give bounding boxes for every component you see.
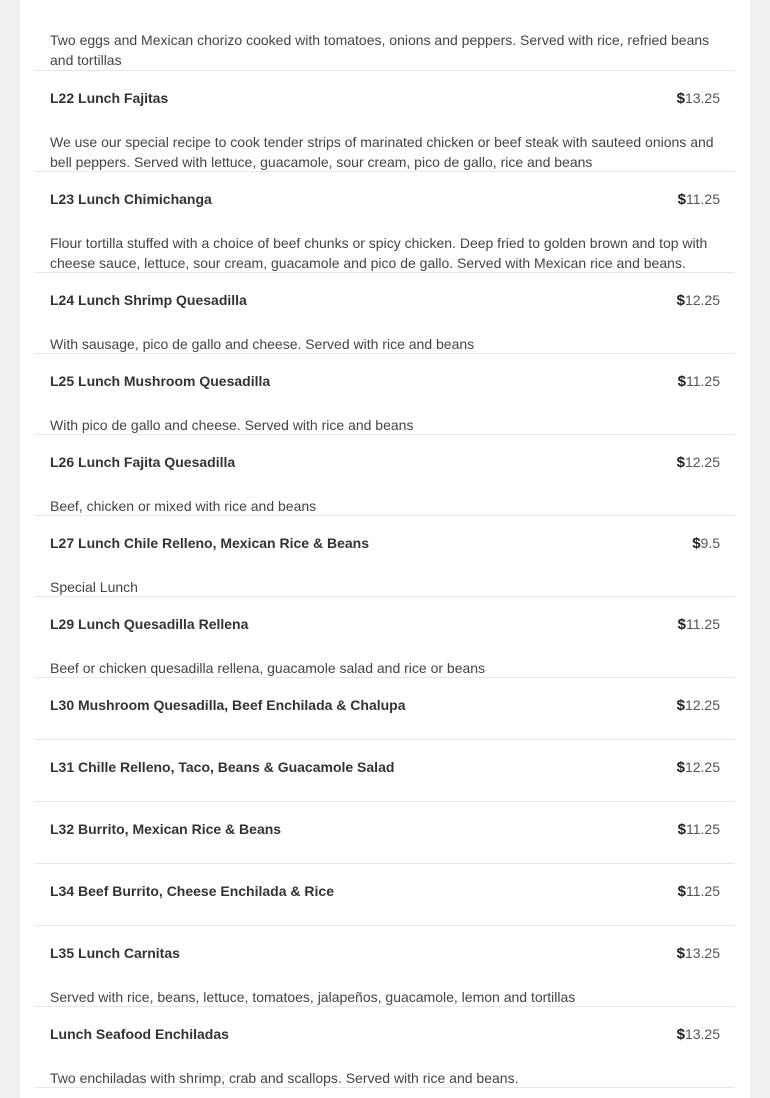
menu-item-price: $11.25 (677, 821, 720, 838)
menu-item-name: L35 Lunch Carnitas (50, 945, 180, 961)
menu-item-name: L29 Lunch Quesadilla Rellena (50, 616, 249, 632)
currency-symbol: $ (677, 616, 686, 633)
menu-item-name: L27 Lunch Chile Relleno, Mexican Rice & Beans (50, 535, 369, 551)
currency-symbol: $ (677, 191, 686, 208)
menu-item-name: L30 Mushroom Quesadilla, Beef Enchilada & Chalupa (50, 697, 406, 713)
menu-item-name: L26 Lunch Fajita Quesadilla (50, 454, 236, 470)
menu-item-price: $12.25 (676, 292, 720, 309)
menu-item-list (35, 0, 735, 1088)
menu-item-price: $13.25 (676, 90, 720, 107)
currency-symbol: $ (676, 1026, 685, 1043)
menu-item-description: Two eggs and Mexican chorizo cooked with tomatoes, onions and peppers. Served with rice, refried beans and tortillas (50, 32, 710, 68)
menu-item-description: With pico de gallo and cheese. Served with rice and beans (50, 417, 414, 433)
menu-item-name: L22 Lunch Fajitas (50, 90, 169, 106)
menu-item-price: $12.25 (676, 697, 720, 714)
menu-item-description: Two enchiladas with shrimp, crab and scallops. Served with rice and beans. (50, 1070, 519, 1086)
menu-item-description: Special Lunch (50, 579, 138, 595)
currency-symbol: $ (677, 883, 686, 900)
currency-symbol: $ (676, 90, 685, 107)
menu-item-price: $11.25 (677, 616, 720, 633)
menu-item[interactable] (35, 0, 735, 71)
menu-item-name: L25 Lunch Mushroom Quesadilla (50, 373, 271, 389)
menu-item-description: Beef or chicken quesadilla rellena, guacamole salad and rice or beans (50, 660, 486, 676)
menu-item-price: $11.25 (677, 373, 720, 390)
menu-item[interactable] (35, 802, 735, 864)
menu-item[interactable] (35, 740, 735, 802)
menu-item[interactable] (35, 1007, 735, 1088)
currency-symbol: $ (692, 535, 701, 552)
menu-item-description: Beef, chicken or mixed with rice and beans (50, 498, 317, 514)
currency-symbol: $ (676, 759, 685, 776)
menu-item[interactable] (35, 678, 735, 740)
currency-symbol: $ (677, 373, 686, 390)
menu-item-price: $12.25 (676, 759, 720, 776)
menu-item-description: We use our special recipe to cook tender strips of marinated chicken or beef steak with sauteed onions and bell peppers. Served with lettuce, guacamole, sour cream, pico de gallo, rice and beans (50, 134, 714, 170)
menu-item-name: L34 Beef Burrito, Cheese Enchilada & Rice (50, 883, 334, 899)
menu-item-price: $11.25 (677, 191, 720, 208)
menu-item-price: $13.25 (676, 945, 720, 962)
menu-item-name: L31 Chille Relleno, Taco, Beans & Guacamole Salad (50, 759, 395, 775)
menu-item[interactable] (35, 864, 735, 926)
menu-item-name: Lunch Seafood Enchiladas (50, 1026, 229, 1042)
currency-symbol: $ (677, 821, 686, 838)
currency-symbol: $ (676, 697, 685, 714)
menu-item[interactable] (35, 597, 735, 678)
menu-item[interactable] (35, 172, 735, 273)
menu-item-name: L23 Lunch Chimichanga (50, 191, 212, 207)
menu-item-price: $13.25 (676, 1026, 720, 1043)
currency-symbol: $ (676, 292, 685, 309)
menu-item[interactable] (35, 435, 735, 516)
menu-item-price: $9.5 (692, 535, 720, 552)
menu-item[interactable] (35, 354, 735, 435)
menu-panel (20, 0, 750, 1098)
menu-item-price: $12.25 (676, 454, 720, 471)
currency-symbol: $ (676, 454, 685, 471)
menu-item-price: $11.25 (677, 883, 720, 900)
menu-item-description: Served with rice, beans, lettuce, tomatoes, jalapeños, guacamole, lemon and tortillas (50, 989, 576, 1005)
currency-symbol: $ (676, 945, 685, 962)
menu-item-name: L32 Burrito, Mexican Rice & Beans (50, 821, 282, 837)
menu-item[interactable] (35, 71, 735, 172)
menu-item-description: With sausage, pico de gallo and cheese. Served with rice and beans (50, 336, 475, 352)
menu-item[interactable] (35, 516, 735, 597)
menu-item-name: L24 Lunch Shrimp Quesadilla (50, 292, 247, 308)
menu-item-description: Flour tortilla stuffed with a choice of beef chunks or spicy chicken. Deep fried to golden brown and top with cheese sauce, lettuce, sour cream, guacamole and pico de gallo. Served with Mexican rice and beans. (50, 235, 708, 271)
menu-item[interactable] (35, 926, 735, 1007)
menu-item[interactable] (35, 273, 735, 354)
